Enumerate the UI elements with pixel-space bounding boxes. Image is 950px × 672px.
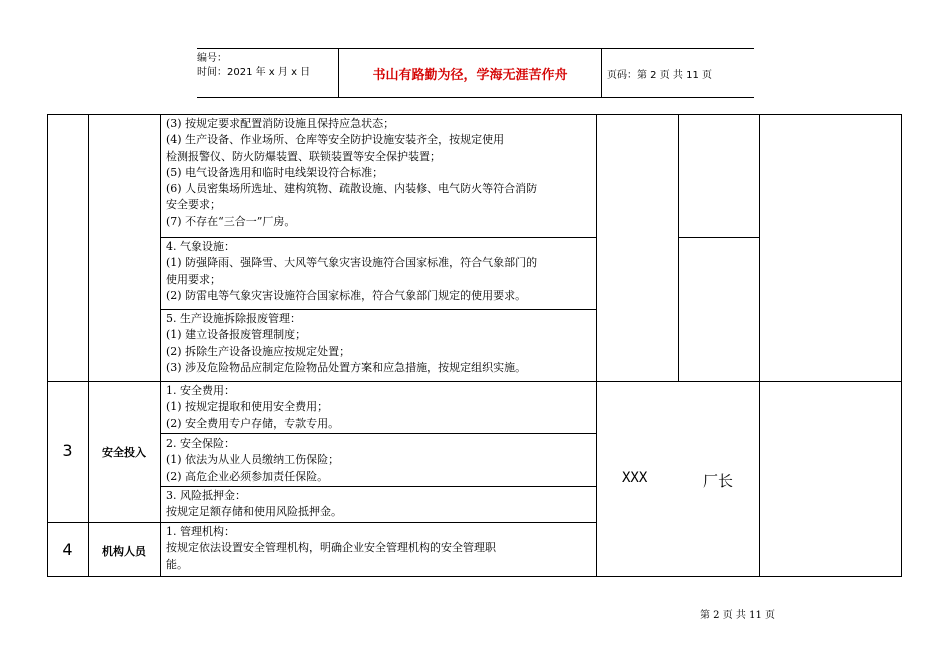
requirement-line: (2) 高危企业必须参加责任保险。: [166, 469, 329, 483]
requirement-line: (5) 电气设备选用和临时电线架设符合标准；: [166, 165, 384, 179]
requirement-line: 安全要求；: [166, 198, 221, 212]
safety-insurance-cell: [166, 436, 594, 485]
risk-deposit-cell: [166, 488, 594, 521]
requirement-line: 2. 安全保险：: [166, 437, 235, 450]
demolition-management-cell: [166, 311, 594, 376]
requirement-line: (1) 建立设备报废管理制度；: [166, 328, 307, 342]
requirement-line: (6) 人员密集场所选址、建构筑物、疏散设施、内装修、电气防火等符合消防: [166, 182, 538, 196]
requirement-line: (2) 拆除生产设备设施应按规定处置；: [166, 344, 351, 358]
requirement-line: (2) 防雷电等气象灾害设施符合国家标准，符合气象部门规定的使用要求。: [166, 288, 527, 302]
row-number: 3: [62, 441, 73, 460]
requirement-line: 3. 风险抵押金：: [166, 489, 246, 502]
responsible-person: XXX: [622, 470, 648, 486]
requirement-line: (2) 安全费用专户存储，专款专用。: [166, 416, 340, 430]
requirement-line: 1. 管理机构：: [166, 525, 235, 538]
requirement-line: 检测报警仪、防火防爆装置、联锁装置等安全保护装置；: [166, 149, 441, 163]
document-header: [197, 48, 754, 98]
requirement-line: (1) 防强降雨、强降雪、大风等气象灾害设施符合国家标准，符合气象部门的: [166, 256, 538, 270]
requirement-line: (1) 按规定提取和使用安全费用；: [166, 400, 329, 414]
requirement-line: 使用要求；: [166, 272, 221, 286]
requirement-line: 按规定足额存储和使用风险抵押金。: [166, 505, 342, 519]
requirement-line: (3) 按规定要求配置消防设施且保持应急状态；: [166, 117, 395, 130]
facility-requirements-cell: [166, 116, 594, 230]
requirement-line: (3) 涉及危险物品应制定危险物品处置方案和应急措施，按规定组织实施。: [166, 360, 527, 374]
requirement-line: 1. 安全费用：: [166, 384, 235, 397]
safety-cost-cell: [166, 383, 594, 432]
requirement-line: 5. 生产设施拆除报废管理：: [166, 312, 301, 325]
requirement-line: 能。: [166, 557, 188, 571]
row-category: 安全投入: [102, 446, 146, 459]
time-label: 时间：2021 年 x 月 x 日: [197, 67, 311, 78]
requirement-line: 按规定依法设置安全管理机构，明确企业安全管理机构的安全管理职: [166, 541, 496, 555]
weather-facilities-cell: [166, 239, 594, 304]
header-motto: 书山有路勤为径，学海无涯苦作舟: [338, 49, 602, 97]
header-meta: [197, 49, 337, 100]
header-page-label: 页码：第 2 页 共 11 页: [607, 69, 712, 81]
requirement-line: (7) 不存在“三合一”厂房。: [166, 214, 296, 228]
management-org-cell: [166, 524, 594, 573]
page-footer: 第 2 页 共 11 页: [700, 610, 775, 621]
code-label: 编号：: [197, 53, 227, 64]
requirement-line: (1) 依法为从业人员缴纳工伤保险；: [166, 453, 340, 467]
requirement-line: (4) 生产设备、作业场所、仓库等安全防护设施安装齐全，按规定使用: [166, 133, 505, 147]
responsible-role: 厂长: [703, 472, 734, 490]
row-category: 机构人员: [102, 545, 146, 558]
row-number: 4: [62, 540, 73, 559]
requirement-line: 4. 气象设施：: [166, 240, 235, 253]
